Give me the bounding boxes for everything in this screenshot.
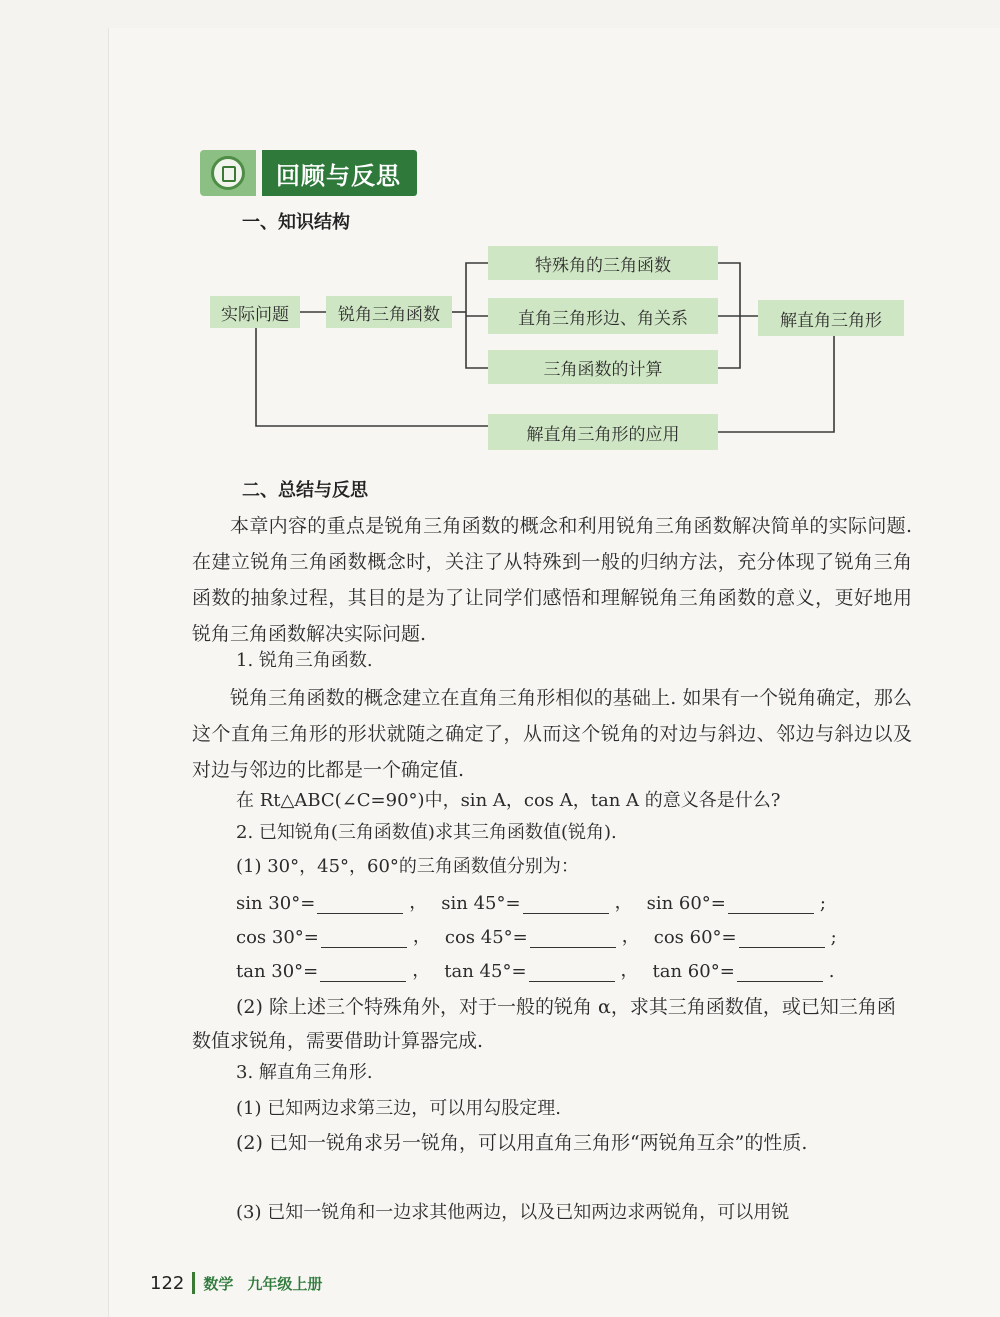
item3-sub2: (2) 已知一锐角求另一锐角，可以用直角三角形“两锐角互余”的性质. (236, 1132, 808, 1154)
answer-blank[interactable] (321, 927, 407, 948)
row-end: . (828, 961, 835, 982)
knowledge-structure-diagram (0, 0, 1000, 470)
fill-label: tan 30°= (236, 961, 319, 982)
item1-paragraph: 锐角三角函数的概念建立在直角三角形相似的基础上. 如果有一个锐角确定，那么这个直角三角形的形状就随之确定了，从而这个锐角的对边与斜边、邻边与斜边以及对边与邻边的比都是一个确定值. (192, 687, 912, 781)
fill-label: tan 45°= (444, 961, 527, 982)
row-end: ; (830, 927, 837, 948)
fill-label: sin 45°= (441, 893, 521, 914)
intro-paragraph: 本章内容的重点是锐角三角函数的概念和利用锐角三角函数解决简单的实际问题. 在建立锐角三角函数概念时，关注了从特殊到一般的归纳方法，充分体现了锐角三角函数的抽象过程，其目的是为了让同学们感悟和理解锐角三角函数的意义，更好地用锐角三角函数解决实际问题. (192, 515, 912, 645)
fill-label: sin 60°= (646, 893, 726, 914)
item2-sub1: (1) 30°，45°，60°的三角函数值分别为： (236, 856, 579, 877)
row-end: ; (819, 893, 826, 914)
answer-blank[interactable] (739, 927, 825, 948)
item3-sub3: (3) 已知一锐角和一边求其他两边，以及已知两边求两锐角，可以用锐 (236, 1202, 790, 1223)
node-special-angles: 特殊角的三角函数 (488, 246, 718, 280)
fill-label: cos 60°= (653, 927, 737, 948)
footer-grade: 九年级上册 (247, 1274, 323, 1293)
node-application: 解直角三角形的应用 (488, 414, 718, 450)
item2-sub2: (2) 除上述三个特殊角外，对于一般的锐角 α，求其三角函数值，或已知三角函数值求锐角，需要借助计算器完成. (192, 996, 896, 1052)
fill-label: cos 30°= (236, 927, 319, 948)
section-heading-summary: 二、总结与反思 (242, 480, 368, 501)
fill-label: tan 60°= (652, 961, 735, 982)
answer-blank[interactable] (728, 893, 814, 914)
answer-blank[interactable] (320, 961, 406, 982)
node-trig-calculation: 三角函数的计算 (488, 350, 718, 384)
node-acute-trig-function: 锐角三角函数 (326, 296, 452, 328)
item1-question: 在 Rt△ABC(∠C=90°)中，sin A，cos A，tan A 的意义各是什么? (236, 790, 781, 811)
item1-title: 1. 锐角三角函数. (236, 650, 373, 671)
connector-application-solve (718, 336, 834, 432)
node-practical-problem: 实际问题 (210, 296, 300, 328)
item3-title: 3. 解直角三角形. (236, 1062, 373, 1083)
footer-divider (192, 1272, 195, 1294)
fill-row-tan: tan 30°= ， tan 45°= ， tan 60°= . (236, 960, 835, 982)
diagram-connectors (0, 0, 1000, 470)
footer-book-title (203, 1273, 336, 1294)
answer-blank[interactable] (737, 961, 823, 982)
answer-blank[interactable] (530, 927, 616, 948)
connector-practical-application (256, 326, 488, 426)
section-heading-knowledge: 一、知识结构 (242, 212, 350, 233)
answer-blank[interactable] (529, 961, 615, 982)
node-sides-angles-relation: 直角三角形边、角关系 (488, 298, 718, 334)
fill-label: sin 30°= (236, 893, 316, 914)
fill-row-cos: cos 30°= ， cos 45°= ， cos 60°= ; (236, 926, 837, 948)
fill-row-sin: sin 30°= ， sin 45°= ， sin 60°= ; (236, 892, 826, 914)
footer-subject: 数学 (203, 1274, 234, 1293)
banner-title: 回顾与反思 (276, 161, 401, 190)
fill-label: cos 45°= (444, 927, 528, 948)
page-number: 122 (150, 1272, 185, 1294)
item2-title: 2. 已知锐角(三角函数值)求其三角函数值(锐角). (236, 822, 617, 843)
answer-blank[interactable] (523, 893, 609, 914)
page-footer (150, 1272, 336, 1294)
node-solve-right-triangle: 解直角三角形 (758, 300, 904, 336)
answer-blank[interactable] (317, 893, 403, 914)
item3-sub1: (1) 已知两边求第三边，可以用勾股定理. (236, 1098, 561, 1119)
